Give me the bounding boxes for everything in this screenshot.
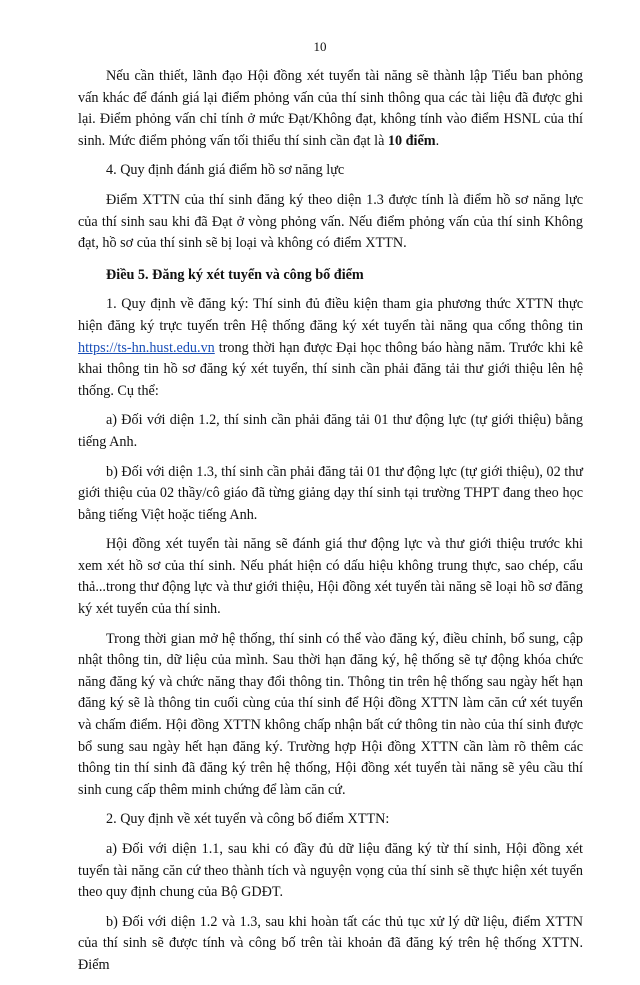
paragraph-category-1-2-1-3: b) Đối với diện 1.2 và 1.3, sau khi hoàn tất các thủ tục xử lý dữ liệu, điểm XTTN của thí sinh sẽ được tính và công bố trên tài khoản đã đăng ký trên hệ thống XTTN. Điểm [78, 913, 583, 973]
paragraph-xttn-score: Điểm XTTN của thí sinh đăng ký theo diện 1.3 được tính là điểm hồ sơ năng lực của thí sinh sau khi đã Đạt ở vòng phỏng vấn. Nếu điểm phỏng vấn của thí sinh Không đạt, hồ sơ của thí sinh sẽ bị loại và không có điểm XTTN. [78, 191, 583, 252]
article-5-heading: Điều 5. Đăng ký xét tuyển và công bố điểm [106, 266, 364, 283]
paragraph-system-period: Trong thời gian mở hệ thống, thí sinh có thể vào đăng ký, điều chỉnh, bổ sung, cập nhật thông tin, dữ liệu của mình. Sau thời hạn đăng ký, hệ thống sẽ tự động khóa chức năng đăng ký và chức năng thay đổi thông tin. Thông tin trên hệ thống sau ngày hết hạn đăng ký sẽ là thông tin cuối cùng của thí sinh để Hội đồng XTTN làm căn cứ xét tuyển và chấm điểm. Hội đồng XTTN không chấp nhận bất cứ thông tin nào của thí sinh được bổ sung sau ngày hết hạn đăng ký. Trường hợp Hội đồng XTTN cần làm rõ thêm các thông tin thí sinh đã đăng ký trên hệ thống, Hội đồng xét tuyển tài năng sẽ yêu cầu thí sinh cung cấp thêm minh chứng để làm căn cứ. [78, 630, 583, 798]
paragraph-letter-evaluation: Hội đồng xét tuyển tài năng sẽ đánh giá thư động lực và thư giới thiệu trước khi xem xét hồ sơ của thí sinh. Nếu phát hiện có dấu hiệu không trung thực, sao chép, cẩu thả...trong thư động lực và thư giới thiệu, Hội đồng xét tuyển tài năng sẽ loại hồ sơ đăng ký xét tuyển của thí sinh. [78, 536, 583, 618]
paragraph-registration-rules [78, 294, 583, 402]
section-heading-4: 4. Quy định đánh giá điểm hồ sơ năng lực [106, 162, 345, 179]
paragraph-item-a: a) Đối với diện 1.2, thí sinh cần phải đăng tải 01 thư động lực (tự giới thiệu) bằng tiếng Anh. [78, 412, 583, 450]
paragraph-end: . [435, 132, 440, 149]
paragraph-text: Nếu cần thiết, lãnh đạo Hội đồng xét tuyển tài năng sẽ thành lập Tiểu ban phỏng vấn khác để đánh giá lại điểm phỏng vấn của thí sinh thông qua các tài liệu đã được ghi lại. Điểm phỏng vấn chỉ tính ở mức Đạt/Không đạt, không tính vào điểm HSNL của thí sinh. Mức điểm phỏng vấn tối thiểu thí sinh cần đạt là [78, 68, 583, 149]
page-content [78, 66, 583, 985]
paragraph-category-1-1: a) Đối với diện 1.1, sau khi có đầy đủ dữ liệu đăng ký từ thí sinh, Hội đồng xét tuyển tài năng căn cứ theo thành tích và nguyện vọng của thí sinh sẽ thực hiện xét tuyển theo quy định chung của Bộ GDĐT. [78, 841, 583, 901]
page-number: 10 [313, 39, 327, 54]
paragraph-interview-review [78, 66, 583, 152]
section-heading-2: 2. Quy định về xét tuyển và công bố điểm XTTN: [106, 811, 390, 828]
paragraph-text: trong thời hạn được Đại học thông báo hàng năm. Trước khi kê khai thông tin hồ sơ đăng ký xét tuyển, thí sinh cần phải đăng tải thư giới thiệu lên hệ thống. Cụ thể: [78, 339, 583, 399]
minimum-score: 10 điểm [387, 132, 436, 149]
admission-portal-link[interactable]: https://ts-hn.hust.edu.vn [78, 339, 215, 356]
paragraph-text: 1. Quy định về đăng ký: Thí sinh đủ điều kiện tham gia phương thức XTTN thực hiện đăng ký trực tuyến trên Hệ thống đăng ký xét tuyển tài năng qua cổng thông tin [78, 296, 583, 334]
paragraph-item-b: b) Đối với diện 1.3, thí sinh cần phải đăng tải 01 thư động lực (tự giới thiệu), 02 thư giới thiệu của 02 thầy/cô giáo đã từng giảng dạy thí sinh tại trường THPT đang theo học bằng tiếng Việt hoặc tiếng Anh. [78, 463, 583, 523]
